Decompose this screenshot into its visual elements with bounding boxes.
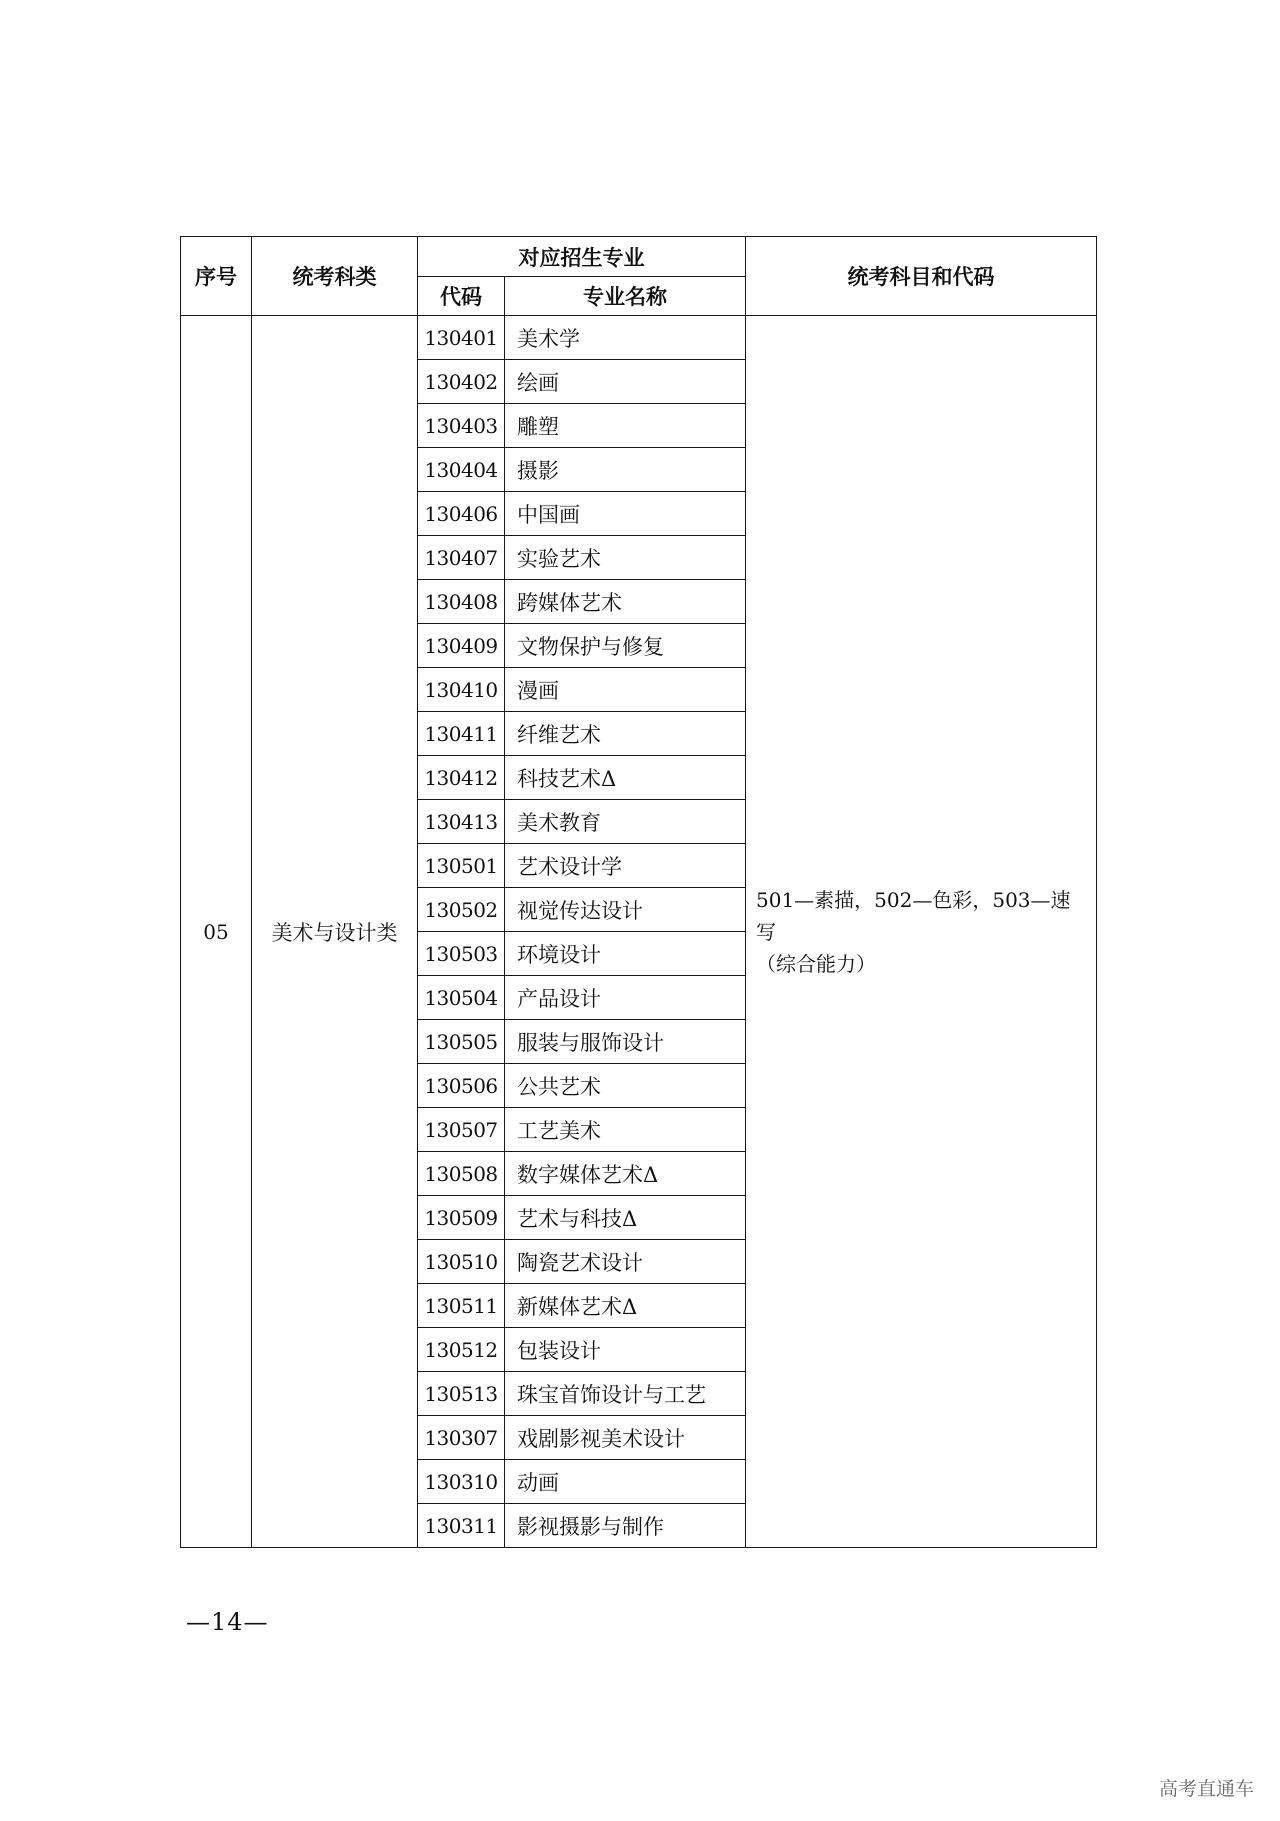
code-cell: 130404 [418,448,505,492]
major-name-cell: 科技艺术Δ [505,756,746,800]
code-cell: 130511 [418,1284,505,1328]
majors-table [180,236,1097,1548]
subjects-cell [746,316,1097,1548]
header-code: 代码 [418,277,505,316]
code-cell: 130507 [418,1108,505,1152]
major-name-cell: 摄影 [505,448,746,492]
major-name-cell: 绘画 [505,360,746,404]
header-major-group: 对应招生专业 [418,237,746,277]
major-name-cell: 环境设计 [505,932,746,976]
code-cell: 130311 [418,1504,505,1548]
major-name-cell: 艺术与科技Δ [505,1196,746,1240]
seq-cell: 05 [181,316,252,1548]
code-cell: 130402 [418,360,505,404]
subjects-line-1: 501—素描，502—色彩，503—速写 [756,887,1071,944]
major-name-cell: 中国画 [505,492,746,536]
code-cell: 130512 [418,1328,505,1372]
code-cell: 130509 [418,1196,505,1240]
watermark: 高考直通车 [1158,1778,1254,1800]
code-cell: 130412 [418,756,505,800]
major-name-cell: 公共艺术 [505,1064,746,1108]
code-cell: 130504 [418,976,505,1020]
major-name-cell: 跨媒体艺术 [505,580,746,624]
category-cell: 美术与设计类 [252,316,418,1548]
code-cell: 130513 [418,1372,505,1416]
code-cell: 130406 [418,492,505,536]
major-name-cell: 视觉传达设计 [505,888,746,932]
major-name-cell: 包装设计 [505,1328,746,1372]
subjects-line-2: （综合能力） [756,951,876,976]
header-subjects: 统考科目和代码 [746,237,1097,316]
major-name-cell: 影视摄影与制作 [505,1504,746,1548]
code-cell: 130408 [418,580,505,624]
major-name-cell: 戏剧影视美术设计 [505,1416,746,1460]
code-cell: 130510 [418,1240,505,1284]
header-seq: 序号 [181,237,252,316]
code-cell: 130307 [418,1416,505,1460]
table-row [181,316,1097,360]
major-name-cell: 美术教育 [505,800,746,844]
code-cell: 130409 [418,624,505,668]
major-name-cell: 动画 [505,1460,746,1504]
major-name-cell: 陶瓷艺术设计 [505,1240,746,1284]
major-name-cell: 实验艺术 [505,536,746,580]
code-cell: 130505 [418,1020,505,1064]
code-cell: 130501 [418,844,505,888]
table-body [181,316,1097,1548]
page-number: —14— [186,1608,269,1636]
major-name-cell: 服装与服饰设计 [505,1020,746,1064]
code-cell: 130508 [418,1152,505,1196]
code-cell: 130410 [418,668,505,712]
major-name-cell: 雕塑 [505,404,746,448]
major-name-cell: 数字媒体艺术Δ [505,1152,746,1196]
major-name-cell: 产品设计 [505,976,746,1020]
code-cell: 130401 [418,316,505,360]
code-cell: 130506 [418,1064,505,1108]
code-cell: 130407 [418,536,505,580]
major-name-cell: 新媒体艺术Δ [505,1284,746,1328]
major-name-cell: 工艺美术 [505,1108,746,1152]
code-cell: 130502 [418,888,505,932]
code-cell: 130503 [418,932,505,976]
major-name-cell: 漫画 [505,668,746,712]
code-cell: 130310 [418,1460,505,1504]
major-name-cell: 文物保护与修复 [505,624,746,668]
code-cell: 130411 [418,712,505,756]
major-name-cell: 纤维艺术 [505,712,746,756]
code-cell: 130413 [418,800,505,844]
code-cell: 130403 [418,404,505,448]
major-name-cell: 珠宝首饰设计与工艺 [505,1372,746,1416]
header-category: 统考科类 [252,237,418,316]
major-name-cell: 美术学 [505,316,746,360]
major-name-cell: 艺术设计学 [505,844,746,888]
header-major-name: 专业名称 [505,277,746,316]
